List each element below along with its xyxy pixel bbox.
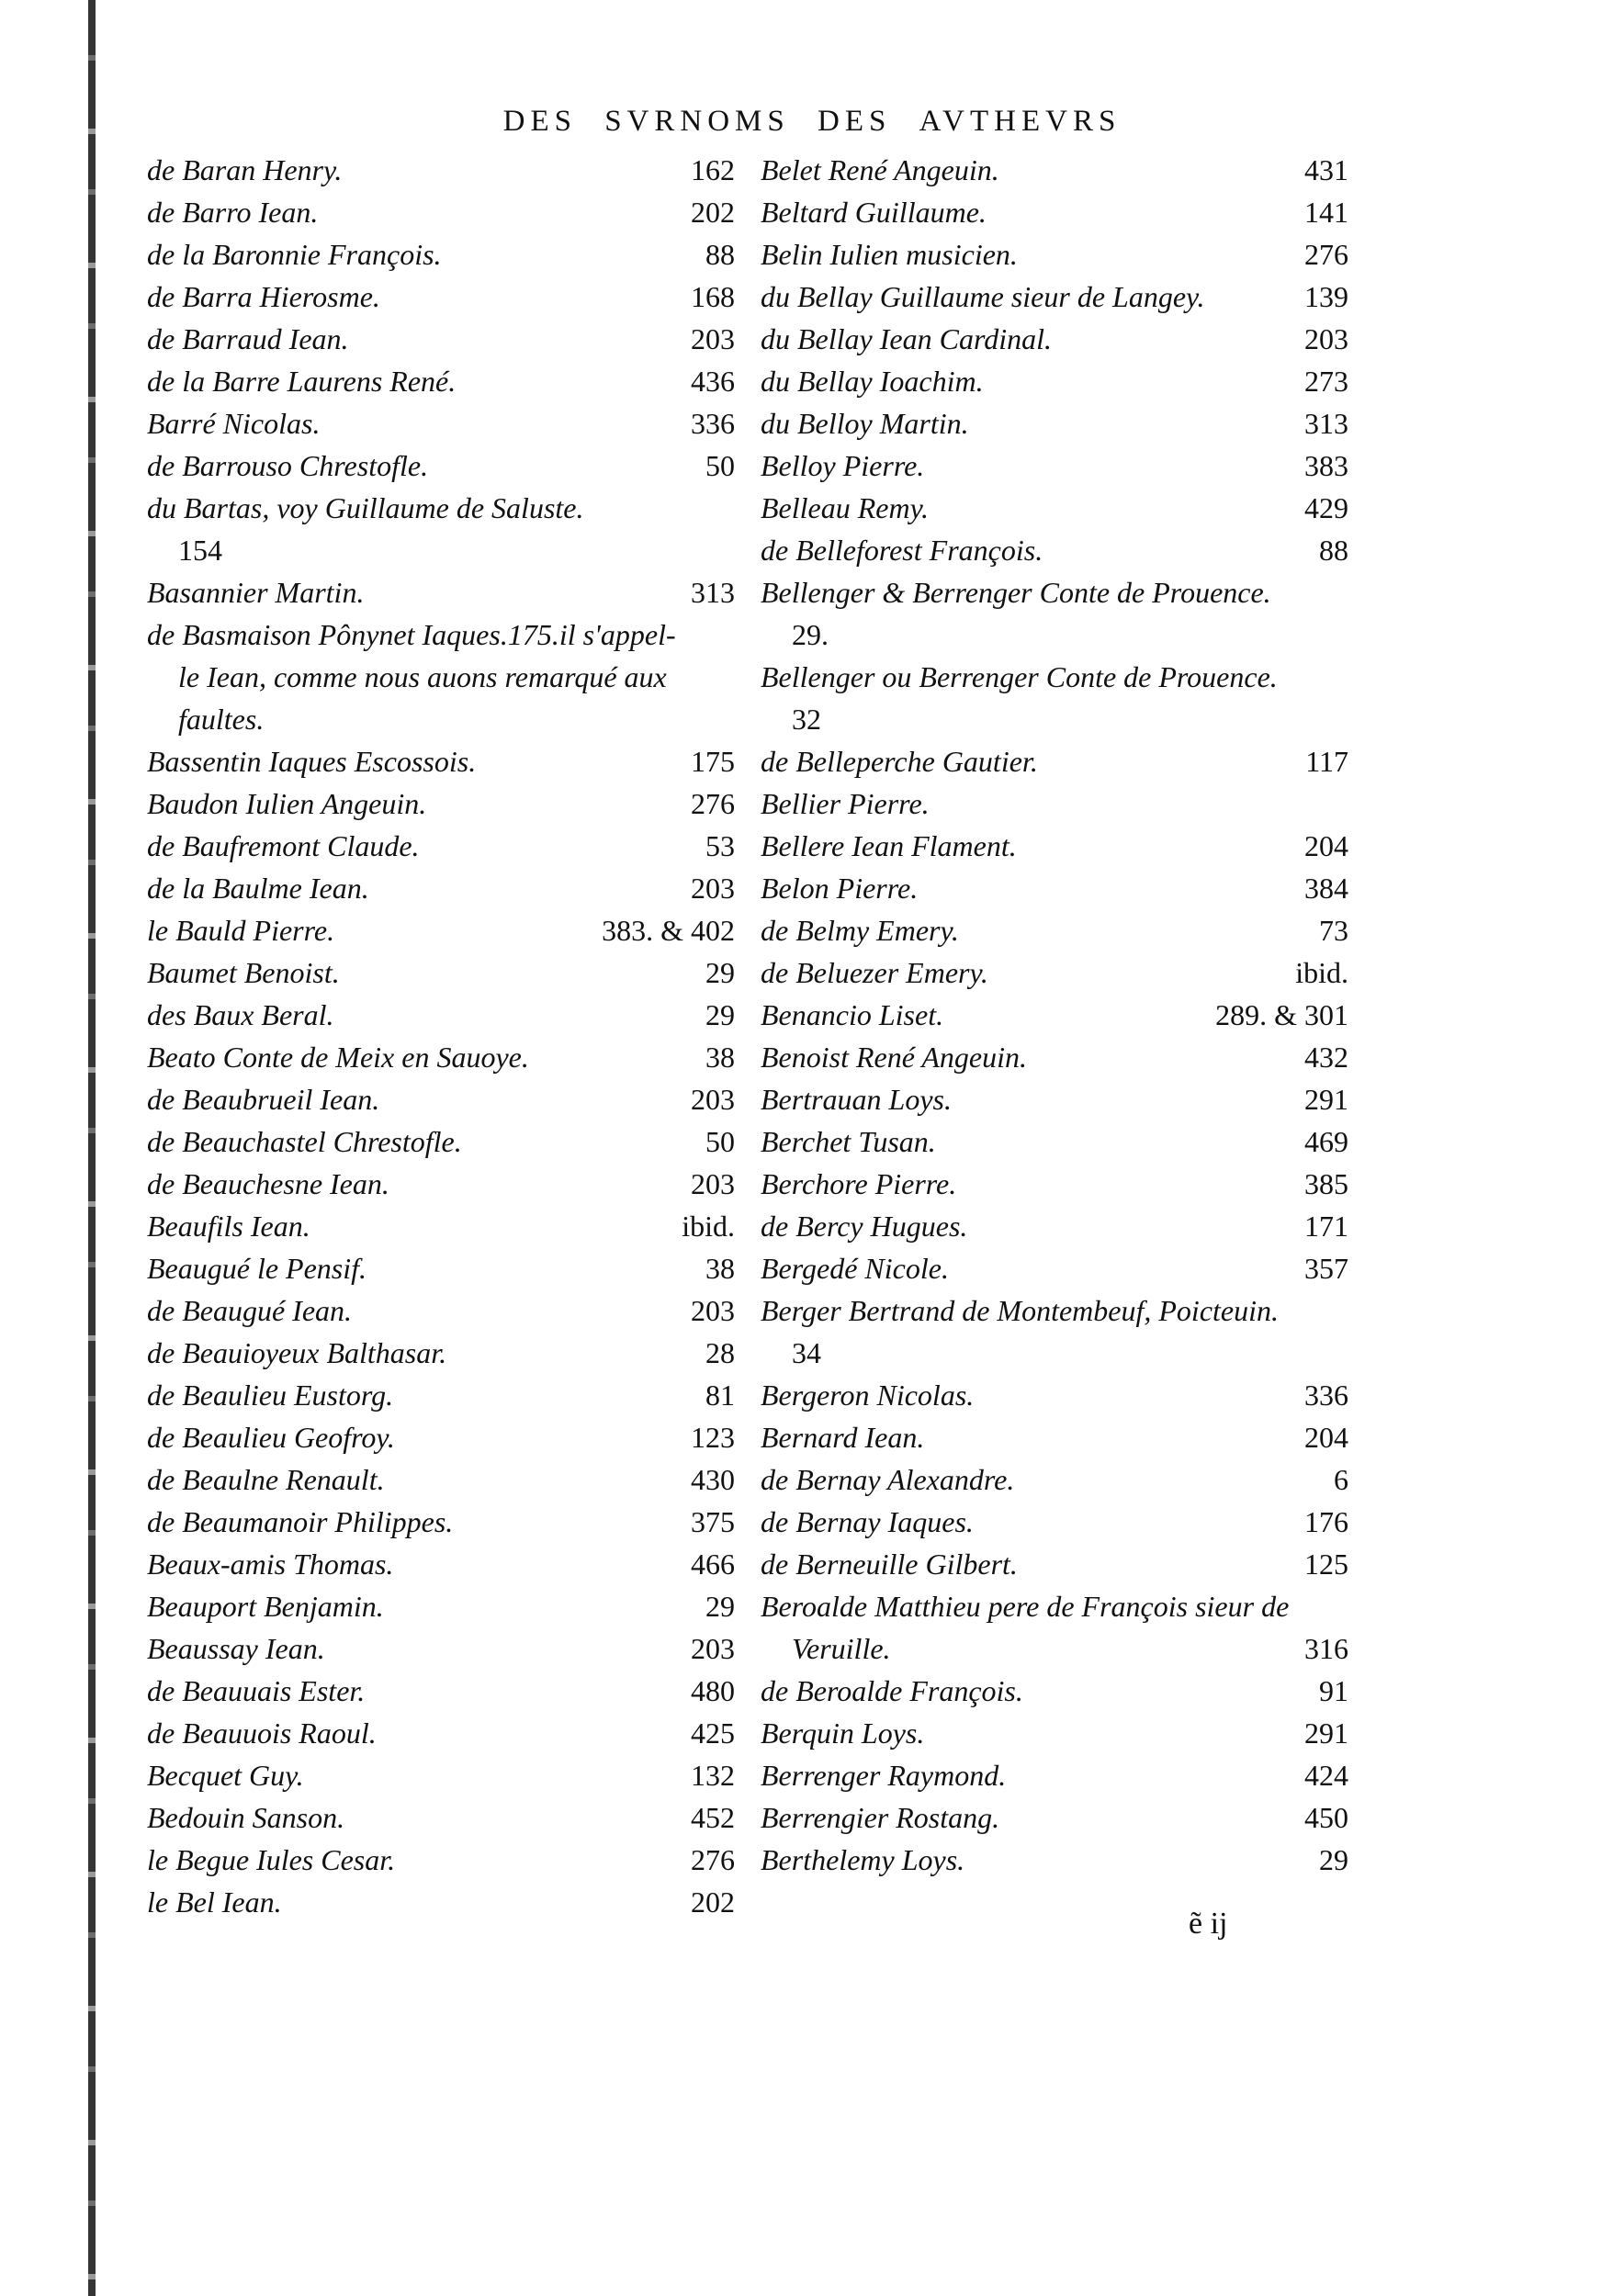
entry-name: Beaux-amis Thomas.: [147, 1548, 394, 1581]
entry-page-number: 171: [1304, 1210, 1348, 1243]
index-entry: [147, 149, 735, 191]
entry-page-number: 466: [691, 1548, 735, 1581]
page-spine-shadow: [88, 0, 96, 2296]
index-entry: [147, 487, 735, 529]
index-entry: [147, 1416, 735, 1458]
entry-page-number: 384: [1304, 872, 1348, 905]
index-entry: [147, 1839, 735, 1881]
entry-name: le Begue Iules Cesar.: [147, 1843, 396, 1876]
index-column-left: [147, 149, 735, 1923]
entry-name: de Barraud Iean.: [147, 322, 349, 355]
index-column-right: [761, 149, 1348, 1881]
entry-page-number: 91: [1319, 1674, 1348, 1707]
entry-page-number: 38: [705, 1252, 735, 1285]
index-entry: [147, 951, 735, 994]
entry-page-number: 50: [705, 449, 735, 482]
index-entry: [761, 276, 1348, 318]
entry-page-number: 273: [1304, 365, 1348, 398]
entry-name: de la Baronnie François.: [147, 238, 442, 271]
entry-page-number: 336: [1304, 1379, 1348, 1412]
entry-page-number: 383: [1304, 449, 1348, 482]
entry-page-number: 316: [1304, 1632, 1348, 1665]
entry-page-continuation: [147, 529, 735, 571]
entry-name: de Beauuais Ester.: [147, 1674, 366, 1707]
entry-page-continuation: [761, 613, 1348, 656]
entry-name: Bertrauan Loys.: [761, 1083, 952, 1116]
entry-name: de Barrouso Chrestofle.: [147, 449, 429, 482]
entry-page-number: 452: [691, 1801, 735, 1834]
entry-name: Belleau Remy.: [761, 491, 930, 524]
entry-name: Berchore Pierre.: [761, 1167, 957, 1200]
index-entry: [761, 994, 1348, 1036]
index-entry: [147, 571, 735, 613]
entry-page-number: 162: [691, 153, 735, 186]
index-entry: [147, 1754, 735, 1796]
entry-page-number: 53: [705, 829, 735, 862]
entry-name: de Beaugué Iean.: [147, 1294, 353, 1327]
entry-name: de Basmaison Pônynet Iaques.175.il s'appel-: [147, 618, 676, 651]
entry-page-number: 88: [705, 238, 735, 271]
entry-name: Belloy Pierre.: [761, 449, 925, 482]
entry-name: de Barra Hierosme.: [147, 280, 380, 313]
header-word: DES: [818, 105, 892, 138]
entry-name: Berchet Tusan.: [761, 1125, 936, 1158]
entry-page-number: 88: [1319, 534, 1348, 567]
index-entry: [761, 1374, 1348, 1416]
index-entry: [761, 1839, 1348, 1881]
index-entry: [761, 529, 1348, 571]
index-entry: [761, 1163, 1348, 1205]
entry-page-number: 431: [1304, 153, 1348, 186]
entry-name: du Bellay Ioachim.: [761, 365, 984, 398]
entry-name: Baudon Iulien Angeuin.: [147, 787, 427, 820]
entry-page-number: 289. & 301: [1215, 998, 1348, 1031]
index-entry: [147, 1670, 735, 1712]
entry-page-number: 480: [691, 1674, 735, 1707]
entry-name: Benoist René Angeuin.: [761, 1041, 1027, 1074]
entry-page-number: 450: [1304, 1801, 1348, 1834]
index-entry: [761, 1036, 1348, 1078]
entry-name: Bellere Iean Flament.: [761, 829, 1017, 862]
entry-name: de Beaulieu Geofroy.: [147, 1421, 395, 1454]
index-entry: [761, 867, 1348, 909]
entry-page-number: 313: [691, 576, 735, 609]
entry-page-number: 429: [1304, 491, 1348, 524]
entry-name: Bellenger ou Berrenger Conte de Prouence.: [761, 660, 1278, 693]
entry-page-number: 50: [705, 1125, 735, 1158]
index-entry: [147, 740, 735, 782]
entry-page-number: 29: [705, 998, 735, 1031]
entry-name: Becquet Guy.: [147, 1759, 304, 1792]
entry-page-number: 383. & 402: [602, 914, 735, 947]
entry-page-number: 203: [691, 1632, 735, 1665]
entry-page-number: 432: [1304, 1041, 1348, 1074]
entry-page-number: 29.: [792, 618, 829, 651]
index-entry: [761, 909, 1348, 951]
entry-name: Beaufils Iean.: [147, 1210, 310, 1243]
entry-page-number: 469: [1304, 1125, 1348, 1158]
entry-name: de Beauchesne Iean.: [147, 1167, 389, 1200]
entry-name: du Bellay Guillaume sieur de Langey.: [761, 280, 1205, 313]
entry-name: des Baux Beral.: [147, 998, 334, 1031]
index-entry: [761, 656, 1348, 698]
header-word: AVTHEVRS: [919, 105, 1122, 138]
running-header: [0, 105, 1624, 139]
entry-name: Bergedé Nicole.: [761, 1252, 949, 1285]
entry-name: Bassentin Iaques Escossois.: [147, 745, 477, 778]
index-entry: [761, 1585, 1348, 1627]
entry-name: Berthelemy Loys.: [761, 1843, 965, 1876]
entry-name: de la Barre Laurens René.: [147, 365, 457, 398]
index-entry: [147, 1585, 735, 1627]
entry-page-number: 38: [705, 1041, 735, 1074]
index-entry: [147, 782, 735, 825]
entry-name: Barré Nicolas.: [147, 407, 321, 440]
entry-page-number: 28: [705, 1336, 735, 1369]
index-entry: [147, 1796, 735, 1839]
index-entry: [147, 1163, 735, 1205]
index-entry: [761, 318, 1348, 360]
entry-name: de Barro Iean.: [147, 196, 319, 229]
index-entry: [147, 1036, 735, 1078]
signature-mark: ẽ ij: [1189, 1907, 1228, 1941]
entry-page-number: 203: [691, 872, 735, 905]
index-entry: [147, 1543, 735, 1585]
entry-page-number: 291: [1304, 1716, 1348, 1750]
index-entry: [761, 571, 1348, 613]
entry-page-number: 168: [691, 280, 735, 313]
index-entry: [147, 994, 735, 1036]
index-entry: [147, 1120, 735, 1163]
entry-page-number: 73: [1319, 914, 1348, 947]
entry-page-number: 204: [1304, 1421, 1348, 1454]
index-entry: [147, 613, 735, 740]
entry-name: de la Baulme Iean.: [147, 872, 369, 905]
entry-name: Bernard Iean.: [761, 1421, 925, 1454]
index-entry: [147, 276, 735, 318]
entry-name: le Bauld Pierre.: [147, 914, 335, 947]
entry-name: Bedouin Sanson.: [147, 1801, 345, 1834]
entry-name: de Belleforest François.: [761, 534, 1043, 567]
index-entry: [761, 402, 1348, 445]
entry-name: Beato Conte de Meix en Sauoye.: [147, 1041, 529, 1074]
index-entry: [761, 825, 1348, 867]
entry-name: Basannier Martin.: [147, 576, 365, 609]
index-entry: [761, 233, 1348, 276]
index-entry: [147, 1205, 735, 1247]
entry-name: Bellenger & Berrenger Conte de Prouence.: [761, 576, 1271, 609]
entry-page-number: 125: [1304, 1548, 1348, 1581]
index-entry: [761, 1627, 1348, 1670]
entry-name: Benancio Liset.: [761, 998, 944, 1031]
entry-name: Belon Pierre.: [761, 872, 919, 905]
entry-name: de Beaulieu Eustorg.: [147, 1379, 394, 1412]
entry-name: de Belmy Emery.: [761, 914, 959, 947]
index-entry: [147, 1458, 735, 1501]
entry-name: de Beauuois Raoul.: [147, 1716, 377, 1750]
entry-page-number: 154: [178, 534, 222, 567]
entry-page-number: 357: [1304, 1252, 1348, 1285]
entry-name: de Baufremont Claude.: [147, 829, 420, 862]
entry-page-number: 203: [691, 1167, 735, 1200]
index-entry: [147, 191, 735, 233]
index-entry: [761, 782, 1348, 825]
entry-name: de Beauioyeux Balthasar.: [147, 1336, 447, 1369]
entry-page-number: 425: [691, 1716, 735, 1750]
entry-page-number: 132: [691, 1759, 735, 1792]
entry-page-number: 175: [691, 745, 735, 778]
index-entry: [147, 1332, 735, 1374]
index-entry: [761, 1670, 1348, 1712]
index-entry: [147, 1881, 735, 1923]
index-entry: [147, 1627, 735, 1670]
index-entry: [147, 867, 735, 909]
entry-name: Berger Bertrand de Montembeuf, Poicteuin.: [761, 1294, 1279, 1327]
entry-page-number: ibid.: [682, 1210, 735, 1243]
index-entry: [761, 1501, 1348, 1543]
index-entry: [761, 951, 1348, 994]
entry-name: de Bernay Alexandre.: [761, 1463, 1015, 1496]
entry-page-number: 34: [792, 1336, 821, 1369]
entry-page-number: 385: [1304, 1167, 1348, 1200]
entry-name: Berquin Loys.: [761, 1716, 925, 1750]
entry-name: le Bel Iean.: [147, 1885, 282, 1919]
entry-page-continuation: [761, 1332, 1348, 1374]
entry-name: de Bernay Iaques.: [761, 1505, 974, 1538]
entry-page-number: 202: [691, 1885, 735, 1919]
entry-name: Berrenger Raymond.: [761, 1759, 1007, 1792]
entry-page-number: 123: [691, 1421, 735, 1454]
entry-name: de Belleperche Gautier.: [761, 745, 1038, 778]
index-entry: [147, 233, 735, 276]
index-entry: [761, 740, 1348, 782]
entry-page-number: 203: [691, 1294, 735, 1327]
index-entry: [761, 487, 1348, 529]
entry-name: de Baran Henry.: [147, 153, 343, 186]
index-entry: [147, 825, 735, 867]
entry-name: Belet René Angeuin.: [761, 153, 999, 186]
entry-name: Veruille.: [792, 1632, 891, 1665]
entry-name: de Berneuille Gilbert.: [761, 1548, 1018, 1581]
entry-continuation: faultes.: [178, 703, 265, 736]
entry-page-number: 29: [705, 1590, 735, 1623]
entry-continuation: le Iean, comme nous auons remarqué aux: [178, 660, 667, 693]
entry-page-number: 430: [691, 1463, 735, 1496]
index-entry: [761, 191, 1348, 233]
entry-name: de Beauchastel Chrestofle.: [147, 1125, 462, 1158]
entry-page-number: 276: [691, 787, 735, 820]
header-word: SVRNOMS: [604, 105, 790, 138]
entry-name: Belin Iulien musicien.: [761, 238, 1018, 271]
index-entry: [147, 1712, 735, 1754]
entry-page-number: 139: [1304, 280, 1348, 313]
entry-name: de Beaulne Renault.: [147, 1463, 385, 1496]
entry-page-number: 276: [691, 1843, 735, 1876]
entry-page-number: 436: [691, 365, 735, 398]
entry-name: Beltard Guillaume.: [761, 196, 987, 229]
entry-page-number: 204: [1304, 829, 1348, 862]
entry-name: Bellier Pierre.: [761, 787, 930, 820]
index-entry: [147, 1501, 735, 1543]
entry-name: du Bartas, voy Guillaume de Saluste.: [147, 491, 584, 524]
index-entry: [147, 1247, 735, 1289]
entry-name: de Beroalde François.: [761, 1674, 1023, 1707]
entry-name: de Beaumanoir Philippes.: [147, 1505, 454, 1538]
entry-page-number: 203: [1304, 322, 1348, 355]
entry-name: Beauport Benjamin.: [147, 1590, 384, 1623]
index-entry: [147, 360, 735, 402]
entry-name: de Beluezer Emery.: [761, 956, 988, 989]
index-entry: [147, 909, 735, 951]
entry-page-number: 6: [1334, 1463, 1348, 1496]
entry-page-continuation: [761, 698, 1348, 740]
entry-name: Beroalde Matthieu pere de François sieur de: [761, 1590, 1290, 1623]
entry-page-number: 117: [1305, 745, 1348, 778]
entry-page-number: 29: [705, 956, 735, 989]
entry-page-number: 29: [1319, 1843, 1348, 1876]
index-entry: [761, 1712, 1348, 1754]
index-entry: [761, 1078, 1348, 1120]
entry-page-number: 291: [1304, 1083, 1348, 1116]
entry-page-number: 203: [691, 322, 735, 355]
entry-page-number: 313: [1304, 407, 1348, 440]
index-entry: [761, 1543, 1348, 1585]
entry-page-number: 336: [691, 407, 735, 440]
index-entry: [761, 445, 1348, 487]
entry-name: du Belloy Martin.: [761, 407, 969, 440]
index-entry: [761, 1205, 1348, 1247]
entry-page-number: ibid.: [1295, 956, 1348, 989]
index-entry: [147, 402, 735, 445]
index-entry: [147, 318, 735, 360]
entry-name: de Beaubrueil Iean.: [147, 1083, 380, 1116]
entry-page-number: 424: [1304, 1759, 1348, 1792]
entry-name: Beaugué le Pensif.: [147, 1252, 367, 1285]
index-entry: [761, 1754, 1348, 1796]
entry-page-number: 32: [792, 703, 821, 736]
index-entry: [147, 1078, 735, 1120]
index-entry: [761, 1289, 1348, 1332]
index-entry: [761, 1247, 1348, 1289]
index-entry: [761, 1120, 1348, 1163]
entry-page-number: 81: [705, 1379, 735, 1412]
index-entry: [147, 445, 735, 487]
header-word: DES: [502, 105, 577, 138]
index-entry: [761, 360, 1348, 402]
index-entry: [147, 1289, 735, 1332]
entry-page-number: 375: [691, 1505, 735, 1538]
index-entry: [147, 1374, 735, 1416]
entry-name: Berrengier Rostang.: [761, 1801, 1000, 1834]
entry-name: du Bellay Iean Cardinal.: [761, 322, 1052, 355]
entry-name: de Bercy Hugues.: [761, 1210, 968, 1243]
entry-name: Beaussay Iean.: [147, 1632, 325, 1665]
entry-page-number: 141: [1304, 196, 1348, 229]
entry-page-number: 276: [1304, 238, 1348, 271]
entry-page-number: 202: [691, 196, 735, 229]
entry-page-number: 203: [691, 1083, 735, 1116]
entry-name: Baumet Benoist.: [147, 956, 340, 989]
entry-page-number: 176: [1304, 1505, 1348, 1538]
index-entry: [761, 1458, 1348, 1501]
index-entry: [761, 149, 1348, 191]
index-entry: [761, 1416, 1348, 1458]
index-entry: [761, 1796, 1348, 1839]
entry-name: Bergeron Nicolas.: [761, 1379, 975, 1412]
